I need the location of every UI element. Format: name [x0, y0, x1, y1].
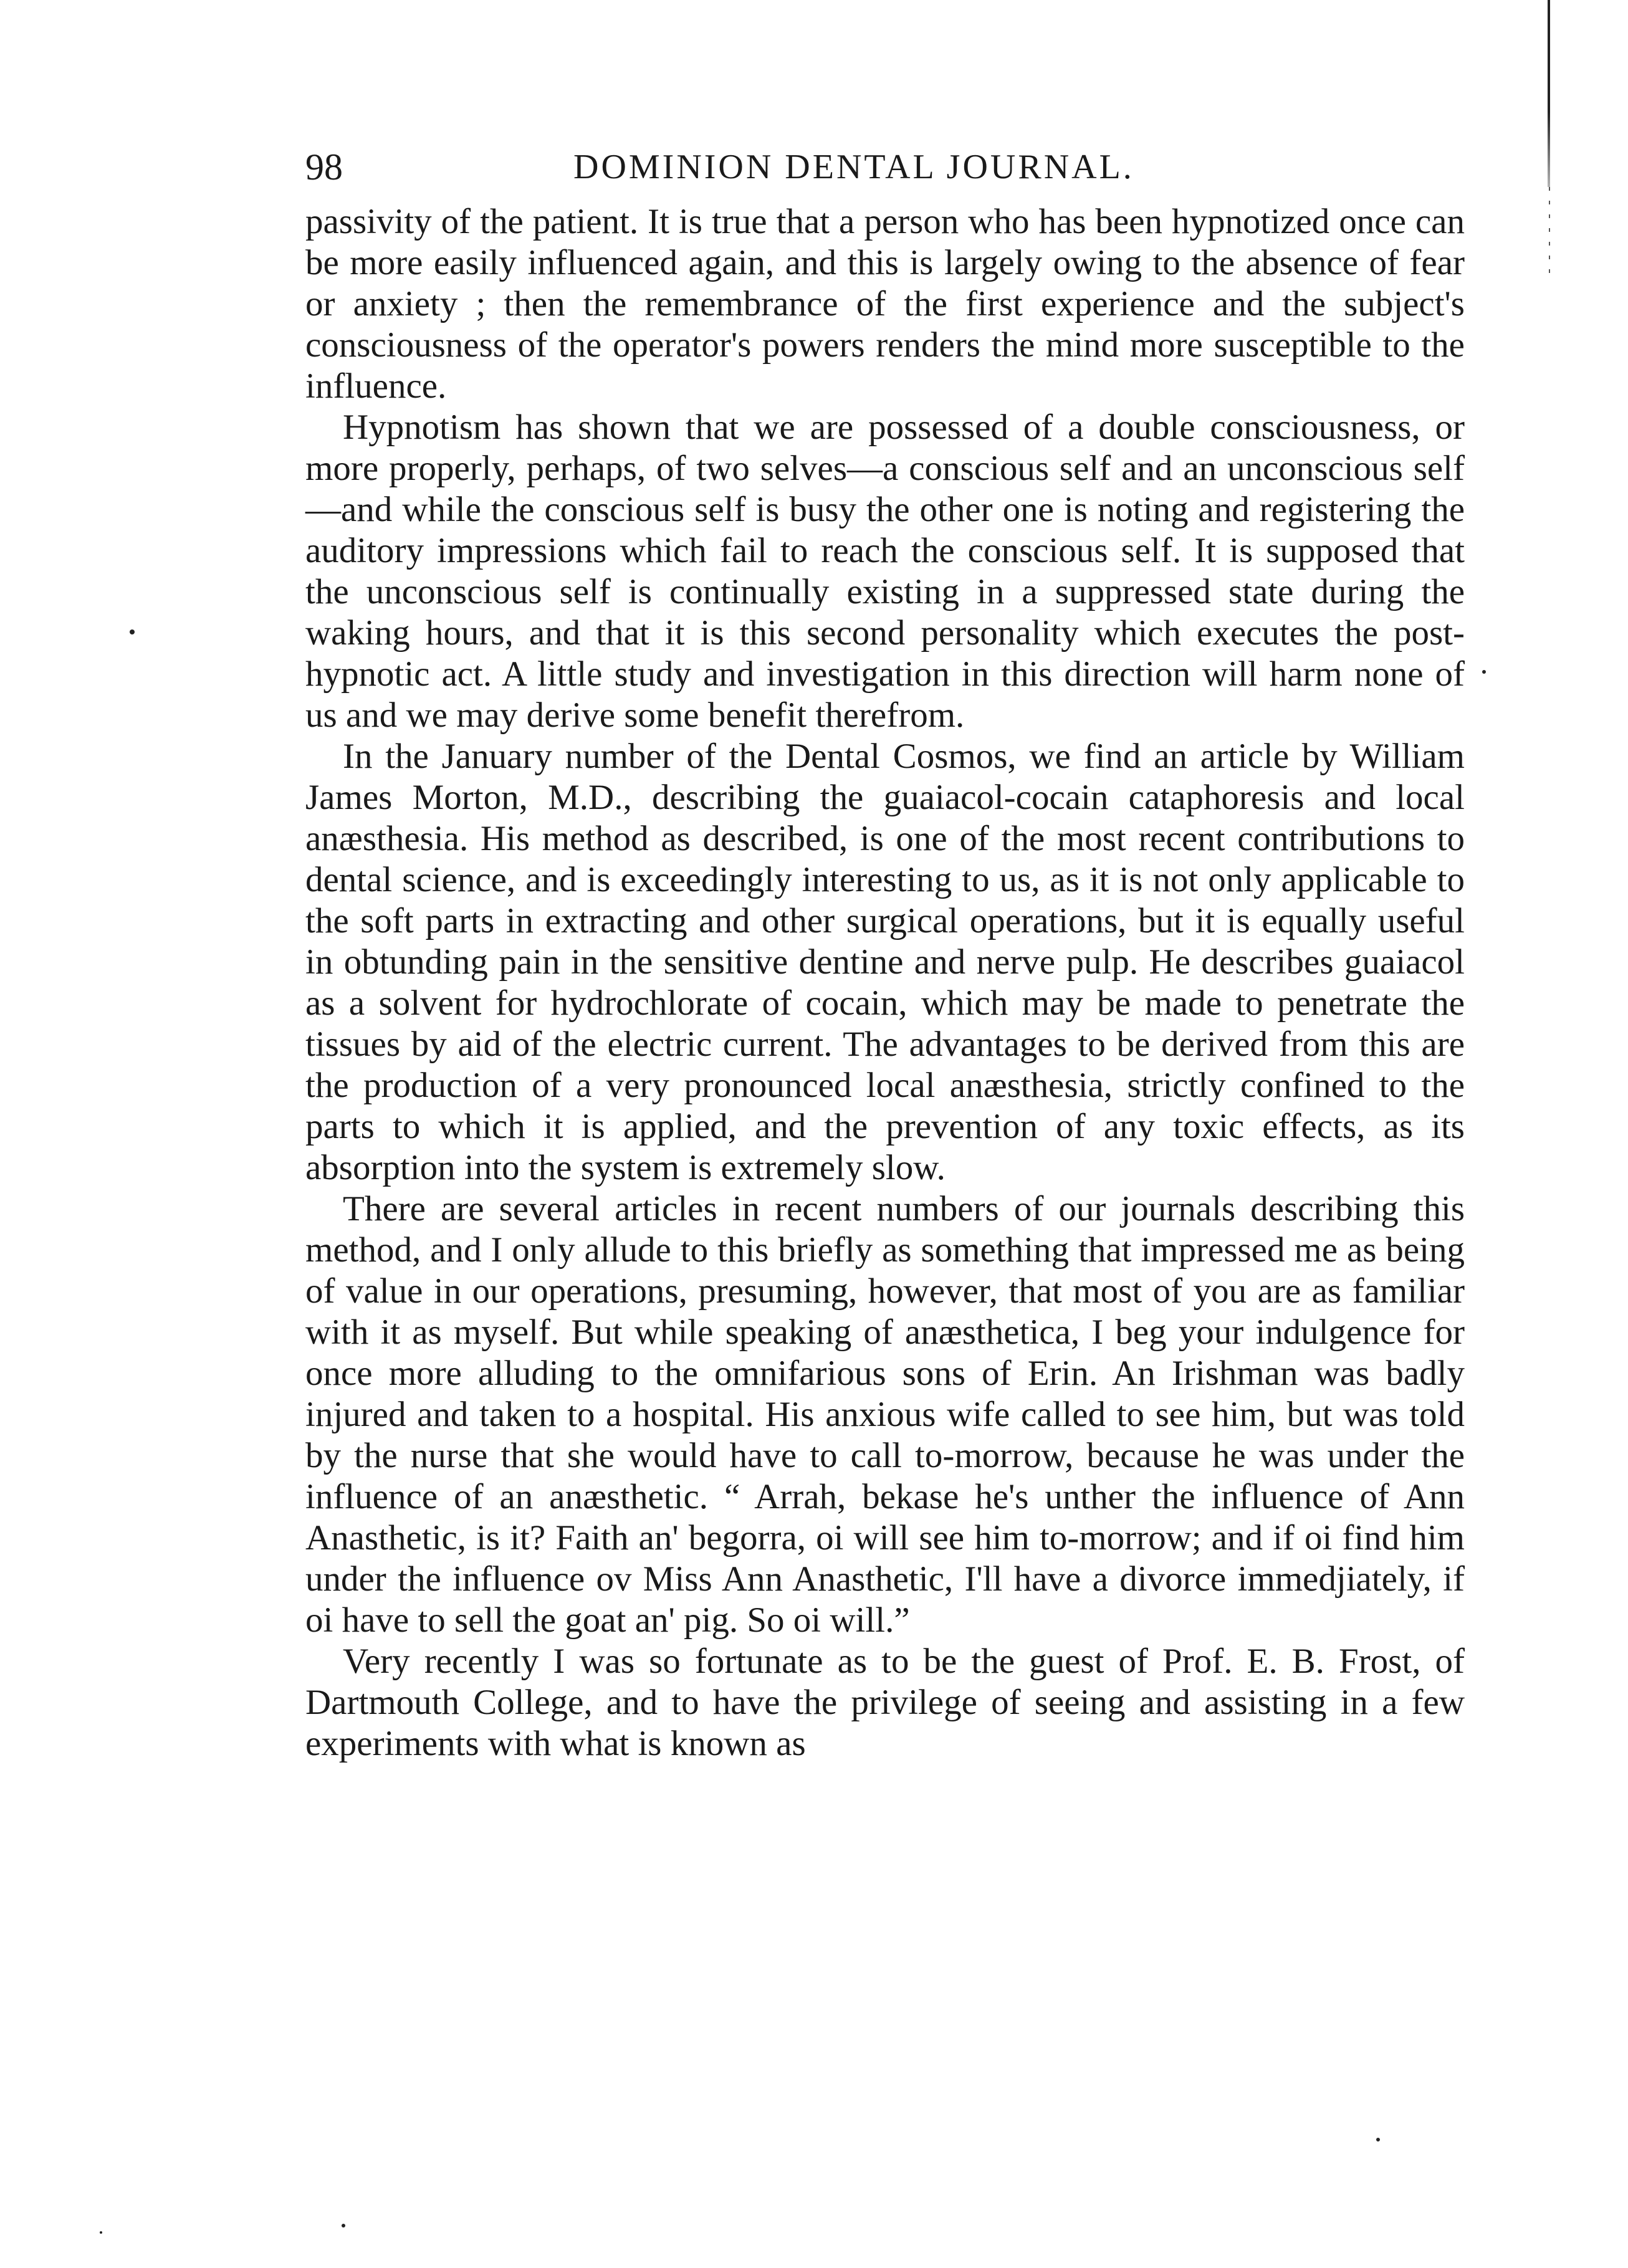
body-text — [305, 201, 1465, 1764]
ink-speck — [1482, 670, 1486, 674]
page-header — [305, 142, 1465, 198]
paragraph-1: passivity of the patient. It is true that a person who has been hypnotized once can be more easily influenced again, and this is largely owing to the absence of fear or anxiety ; then the remembrance of the first experience and the subject's consciousness of the operator's powers renders the mind more susceptible to the influence. — [305, 202, 1465, 406]
ink-speck — [130, 629, 135, 634]
paragraph-4: There are several articles in recent numbers of our journals describing this method, and I only allude to this briefly as something that impressed me as being of value in our operations, presuming, however, that most of you are as familiar with it as myself. But while speaking of anæsthetica, I beg your indulgence for once more alluding to the omnifarious sons of Erin. An Irishman was badly injured and taken to a hospital. His anxious wife called to see him, but was told by the nurse that she would have to call to-morrow, because he was under the influence of an anæsthetic. “ Arrah, bekase he's unther the influence of Ann Anasthetic, is it? Faith an' begorra, oi will see him to-morrow; and if oi find him under the influence ov Miss Ann Anasthetic, I'll have a divorce immedjiately, if oi have to sell the goat an' pig. So oi will.” — [305, 1189, 1465, 1640]
page-edge-marks — [1549, 187, 1550, 280]
page-number: 98 — [305, 146, 343, 188]
paragraph-3: In the January number of the Dental Cosmos, we find an article by William James Morton, M.D., describing the guaiacol-cocain cataphoresis and local anæsthesia. His method as described, is one of the most recent contributions to dental science, and is exceedingly interesting to us, as it is not only applicable to the soft parts in extracting and other surgical operations, but it is equally useful in obtunding pain in the sensitive dentine and nerve pulp. He describes guaiacol as a solvent for hydrochlorate of cocain, which may be made to penetrate the tissues by aid of the electric current. The advantages to be derived from this are the production of a very pronounced local anæsthesia, strictly confined to the parts to which it is applied, and the prevention of any toxic effects, as its absorption into the system is extremely slow. — [305, 737, 1465, 1187]
running-title: DOMINION DENTAL JOURNAL. — [573, 148, 1134, 186]
ink-speck — [1376, 2138, 1380, 2141]
ink-speck — [342, 2224, 345, 2227]
ink-speck — [100, 2231, 102, 2234]
page-edge-line — [1548, 0, 1550, 187]
paragraph-5: Very recently I was so fortunate as to be the guest of Prof. E. B. Frost, of Dartmouth College, and to have the privilege of seeing and assisting in a few experiments with what is known as — [305, 1642, 1465, 1763]
paragraph-2: Hypnotism has shown that we are possessed of a double consciousness, or more properly, perhaps, of two selves—a conscious self and an unconscious self—and while the conscious self is busy the other one is noting and registering the auditory impressions which fail to reach the conscious self. It is supposed that the unconscious self is continually existing in a suppressed state during the waking hours, and that it is this second personality which executes the post-hypnotic act. A little study and investigation in this direction will harm none of us and we may derive some benefit therefrom. — [305, 408, 1465, 735]
